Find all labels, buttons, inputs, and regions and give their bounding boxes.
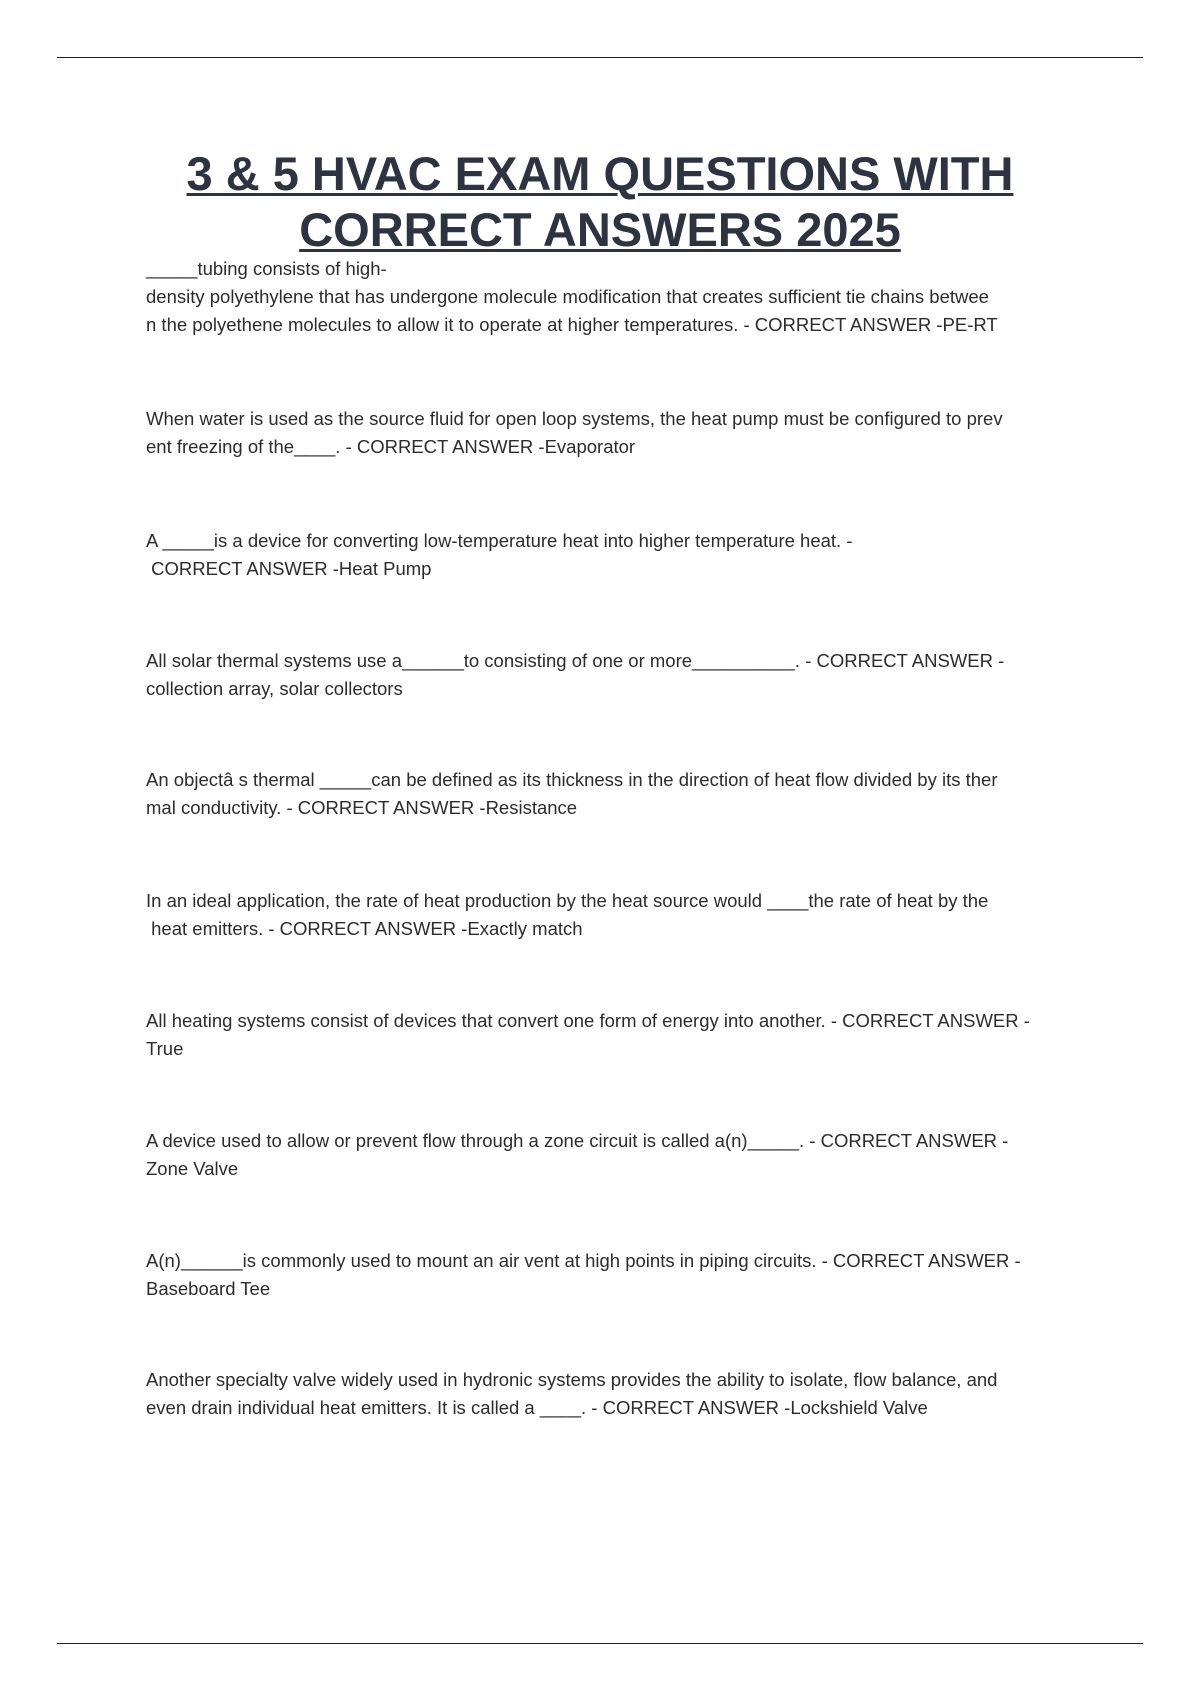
page-title: [0, 146, 1200, 258]
question-item-7: All heating systems consist of devices that convert one form of energy into another. - CORRECT ANSWER - True: [146, 1010, 1030, 1059]
title-line-2: CORRECT ANSWERS 2025: [299, 203, 901, 256]
question-item-10: Another specialty valve widely used in hydronic systems provides the ability to isolate, flow balance, and even drain individual heat emitters. It is called a ____. - CORRECT ANSWER -Lockshield Valve: [146, 1369, 998, 1418]
question-item-5: An objectâ s thermal _____can be defined as its thickness in the direction of heat flow divided by its ther mal conductivity. - CORRECT ANSWER -Resistance: [146, 769, 998, 818]
question-item-4: All solar thermal systems use a______to consisting of one or more__________. - CORRECT ANSWER - collection array, solar collectors: [146, 650, 1005, 699]
question-item-2: When water is used as the source fluid for open loop systems, the heat pump must be configured to prev ent freezing of the____. - CORRECT ANSWER -Evaporator: [146, 408, 1003, 457]
bottom-divider: [57, 1643, 1143, 1644]
top-divider: [57, 57, 1143, 58]
question-item-3: A _____is a device for converting low-temperature heat into higher temperature heat. - CORRECT ANSWER -Heat Pump: [146, 530, 853, 579]
title-line-1: 3 & 5 HVAC EXAM QUESTIONS WITH: [186, 147, 1014, 200]
question-item-1: _____tubing consists of high- density polyethylene that has undergone molecule modification that creates sufficient tie chains betwee n the polyethene molecules to allow it to operate at higher temperatures. - CORRECT ANSWER -PE-RT: [146, 258, 998, 335]
question-item-6: In an ideal application, the rate of heat production by the heat source would ____the rate of heat by the heat emitters. - CORRECT ANSWER -Exactly match: [146, 890, 989, 939]
question-item-9: A(n)______is commonly used to mount an air vent at high points in piping circuits. - CORRECT ANSWER - Baseboard Tee: [146, 1250, 1021, 1299]
question-item-8: A device used to allow or prevent flow through a zone circuit is called a(n)_____. - CORRECT ANSWER - Zone Valve: [146, 1130, 1009, 1179]
